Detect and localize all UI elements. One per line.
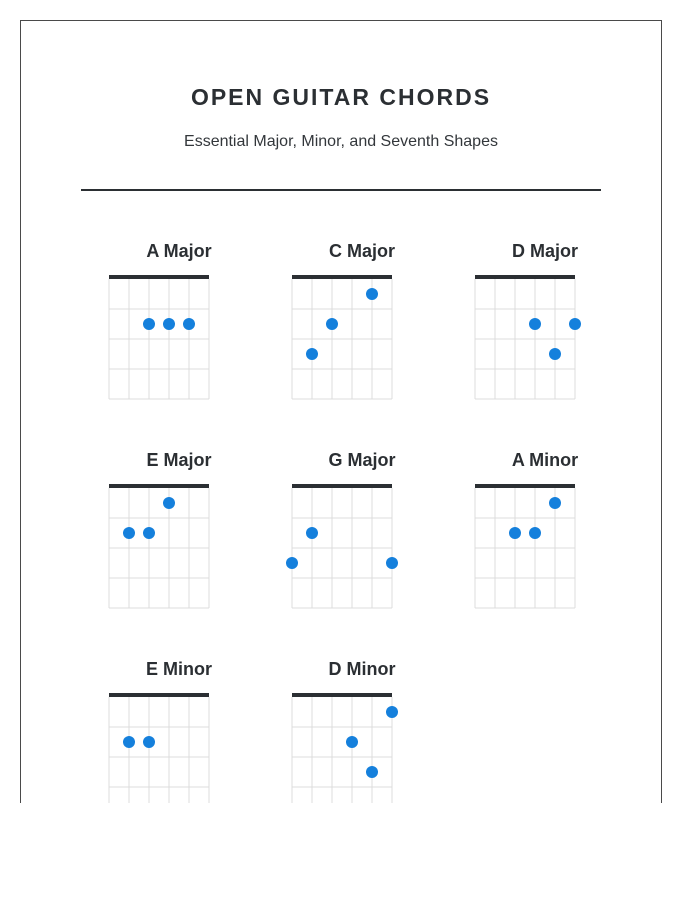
chord-name: D Major <box>511 241 578 261</box>
finger-dot <box>509 527 521 539</box>
chord-name: C Major <box>328 241 395 261</box>
chord-name: E Major <box>146 450 212 470</box>
finger-dot <box>143 318 155 330</box>
chord-name: G Major <box>328 450 396 470</box>
fretboard <box>282 450 442 640</box>
finger-dot <box>366 766 378 778</box>
finger-dot <box>386 706 398 718</box>
chord-diagram-e-minor <box>99 659 259 803</box>
finger-dot <box>326 318 338 330</box>
fretboard <box>465 450 625 640</box>
finger-dot <box>346 736 358 748</box>
header-divider <box>81 189 601 191</box>
chord-diagram-d-minor <box>282 659 442 803</box>
nut <box>292 484 392 488</box>
chord-name: A Minor <box>511 450 579 470</box>
finger-dot <box>123 736 135 748</box>
chord-name: A Major <box>146 241 212 261</box>
page-title: OPEN GUITAR CHORDS <box>190 84 492 110</box>
chord-diagram-e-major <box>99 450 259 640</box>
fretboard <box>99 450 259 640</box>
nut <box>475 275 575 279</box>
finger-dot <box>143 527 155 539</box>
finger-dot <box>529 318 541 330</box>
chord-name: D Minor <box>328 659 396 679</box>
chord-diagram-c-major <box>282 241 442 431</box>
fretboard <box>465 241 625 431</box>
fretboard <box>99 659 259 803</box>
chord-diagram-g-major <box>282 450 442 640</box>
finger-dot <box>183 318 195 330</box>
finger-dot <box>163 497 175 509</box>
nut <box>292 693 392 697</box>
fretboard <box>282 241 442 431</box>
fretboard <box>99 241 259 431</box>
nut <box>292 275 392 279</box>
chord-name: E Minor <box>146 659 212 679</box>
finger-dot <box>549 348 561 360</box>
finger-dot <box>366 288 378 300</box>
finger-dot <box>569 318 581 330</box>
finger-dot <box>306 348 318 360</box>
finger-dot <box>163 318 175 330</box>
nut <box>475 484 575 488</box>
nut <box>109 693 209 697</box>
finger-dot <box>549 497 561 509</box>
nut <box>109 484 209 488</box>
finger-dot <box>286 557 298 569</box>
finger-dot <box>386 557 398 569</box>
finger-dot <box>306 527 318 539</box>
fretboard <box>282 659 442 803</box>
finger-dot <box>123 527 135 539</box>
chord-sheet <box>20 20 662 803</box>
nut <box>109 275 209 279</box>
finger-dot <box>143 736 155 748</box>
page-subtitle: Essential Major, Minor, and Seventh Shapes <box>184 133 498 150</box>
chord-diagram-a-major <box>99 241 259 431</box>
chord-diagram-a-minor <box>465 450 625 640</box>
chord-diagram-d-major <box>465 241 625 431</box>
finger-dot <box>529 527 541 539</box>
